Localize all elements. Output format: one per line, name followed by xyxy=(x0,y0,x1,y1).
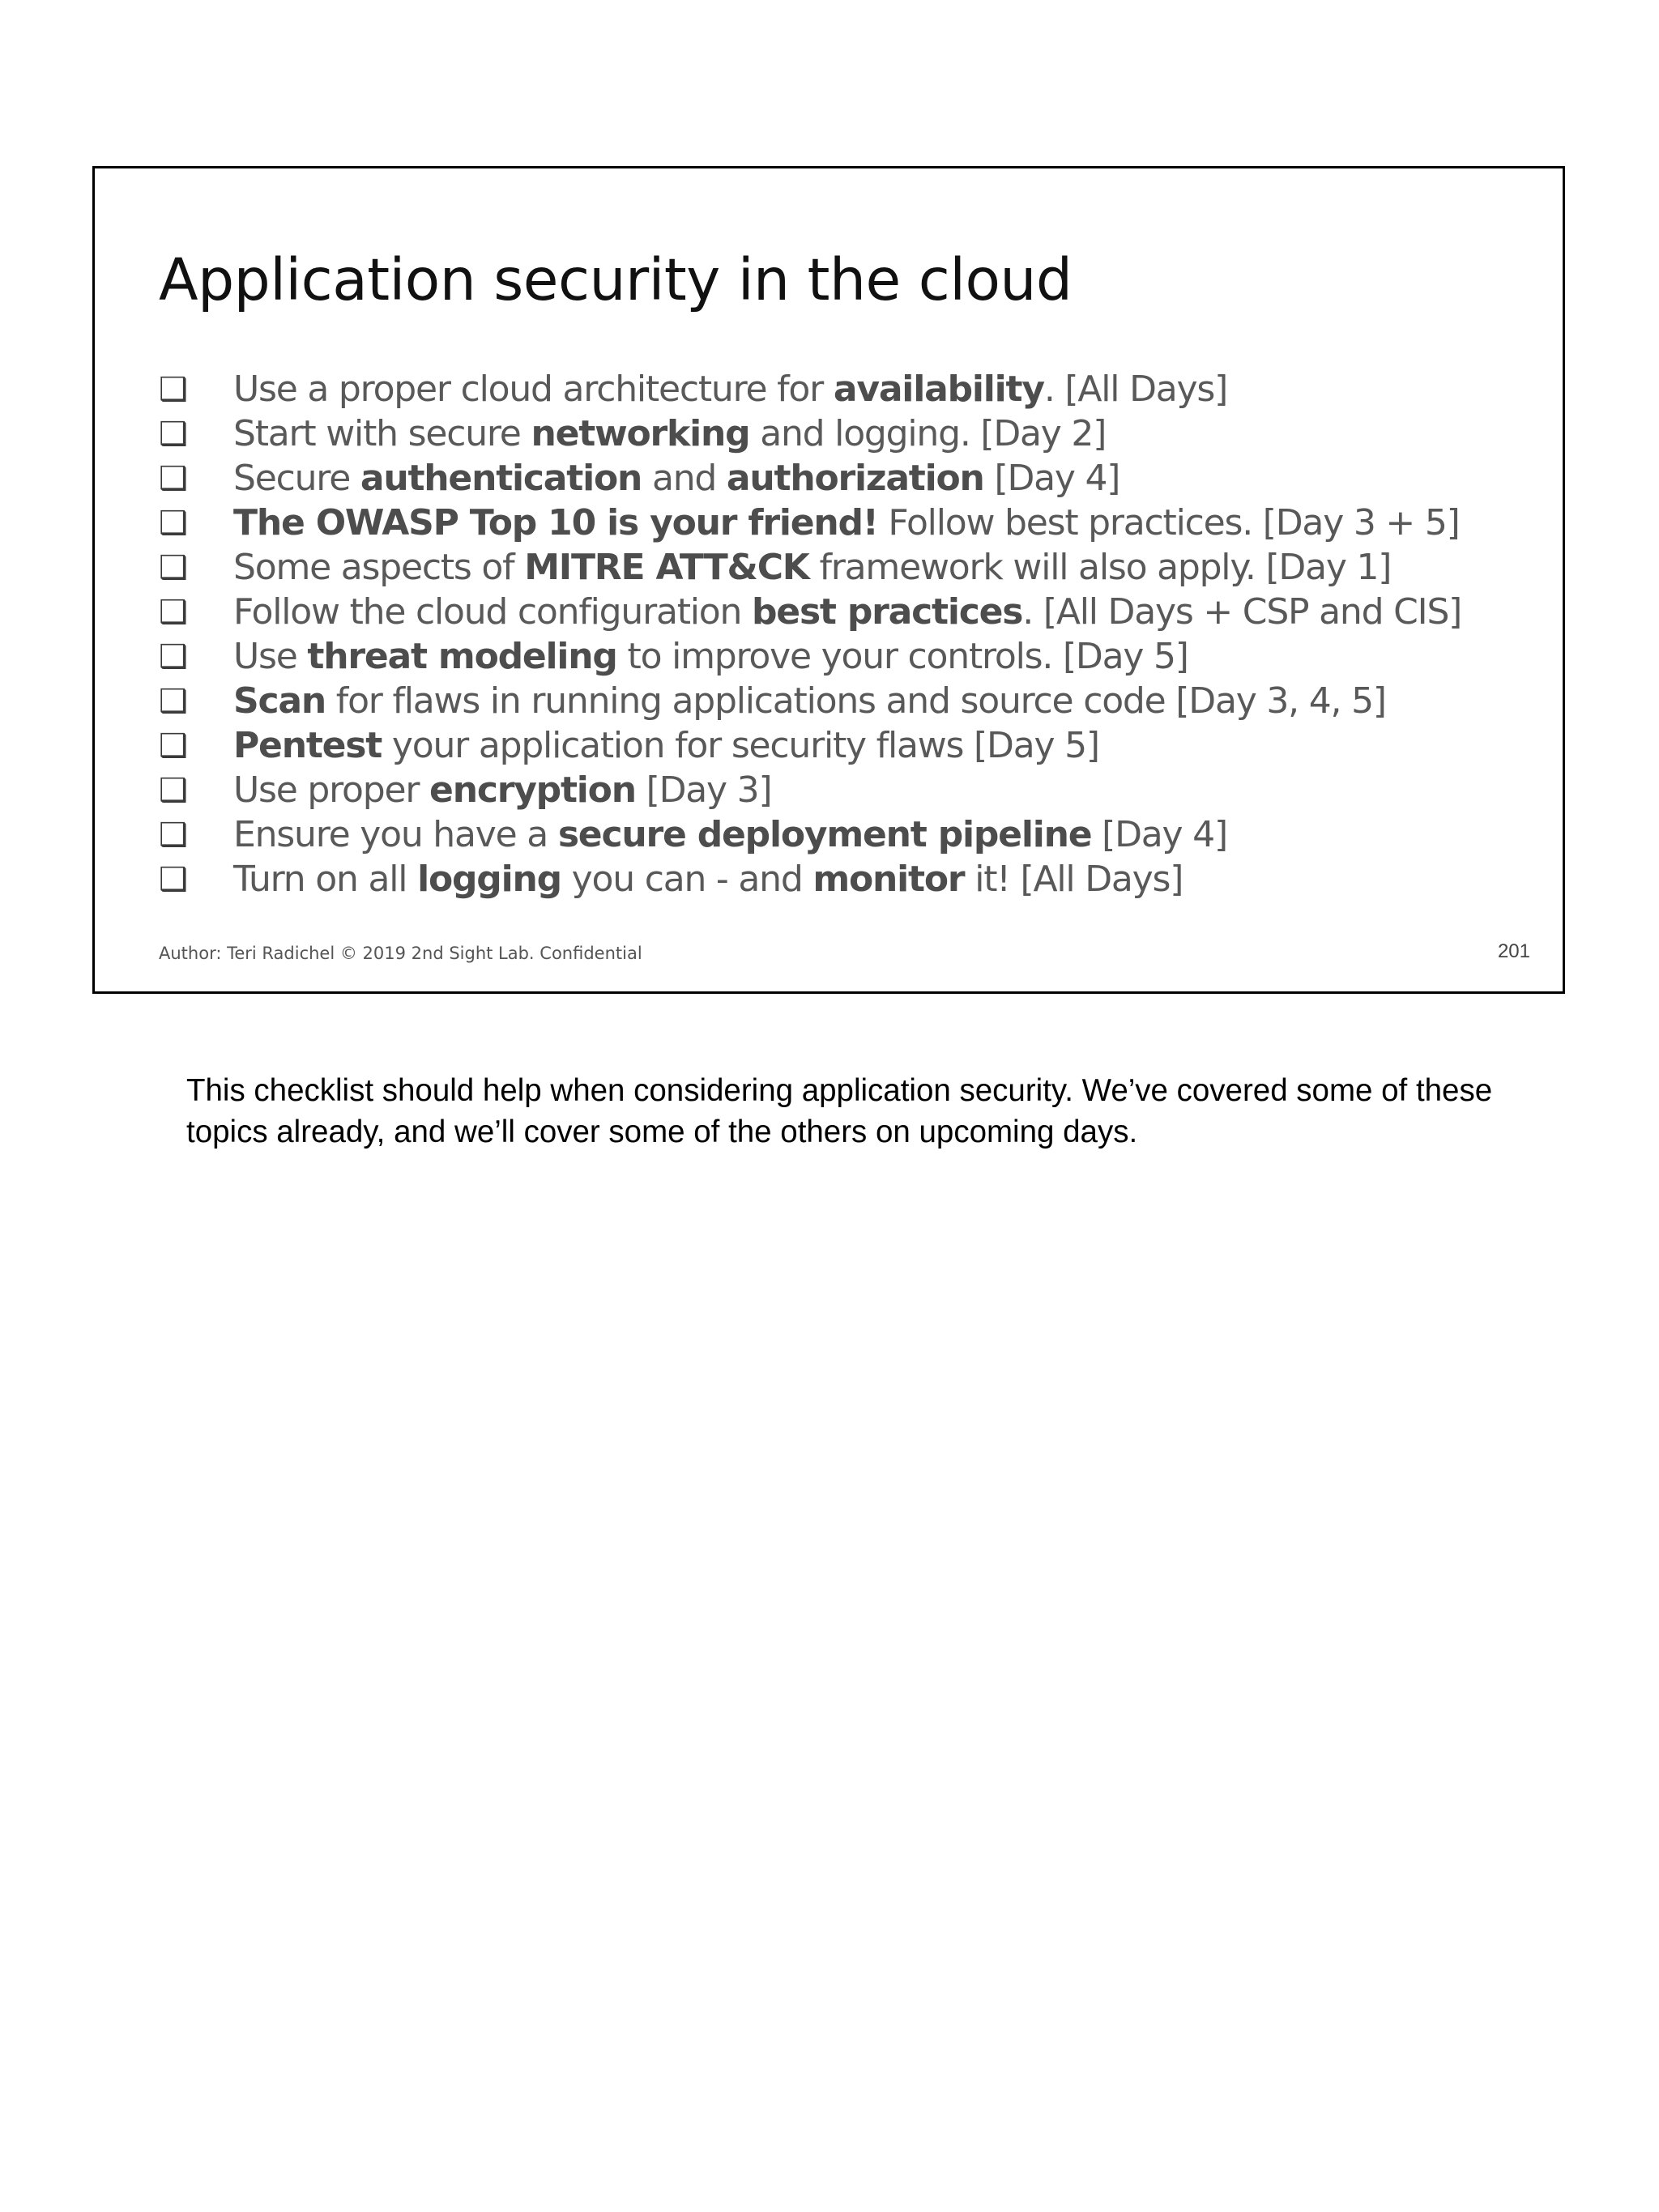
checkbox-icon: ❑ xyxy=(159,459,188,497)
emphasis-text: networking xyxy=(531,413,750,454)
checklist-item-text xyxy=(233,369,1227,410)
item-text-segment: to improve your controls. [Day 5] xyxy=(616,636,1188,677)
item-text-segment: Follow the cloud configuration xyxy=(233,591,752,633)
page-number: 201 xyxy=(1497,940,1530,962)
checkbox-icon: ❑ xyxy=(159,727,188,765)
slide-footer: Author: Teri Radichel © 2019 2nd Sight Lab. Confidential xyxy=(159,944,642,963)
item-text-segment: for flaws in running applications and source code [Day 3, 4, 5] xyxy=(326,680,1386,722)
item-text-segment: Use a proper cloud architecture for xyxy=(233,369,834,410)
emphasis-text: threat modeling xyxy=(307,636,617,677)
item-text-segment: Use proper xyxy=(233,769,430,811)
item-text-segment: Secure xyxy=(233,458,360,499)
checklist-item-text xyxy=(233,769,771,811)
item-text-segment: you can - and xyxy=(561,859,813,900)
checklist-item-text xyxy=(233,458,1120,499)
item-text-segment: [Day 4] xyxy=(1091,814,1227,855)
emphasis-text: Pentest xyxy=(233,725,382,766)
checklist-item-text xyxy=(233,413,1106,454)
item-text-segment: Follow best practices. [Day 3 + 5] xyxy=(877,502,1460,543)
checkbox-icon: ❑ xyxy=(159,860,188,898)
checklist-item xyxy=(159,590,1461,634)
checklist-item xyxy=(159,812,1461,857)
checklist-item-text xyxy=(233,547,1391,588)
checklist-item xyxy=(159,456,1461,501)
checklist-item-text xyxy=(233,591,1461,633)
checklist xyxy=(159,367,1461,901)
emphasis-text: secure deployment pipeline xyxy=(557,814,1092,855)
item-text-segment: Use xyxy=(233,636,308,677)
checklist-item-text xyxy=(233,725,1099,766)
emphasis-text: Scan xyxy=(233,680,326,722)
checkbox-icon: ❑ xyxy=(159,593,188,631)
checklist-item xyxy=(159,411,1461,456)
checkbox-icon: ❑ xyxy=(159,370,188,408)
emphasis-text: monitor xyxy=(812,859,965,900)
emphasis-text: authentication xyxy=(360,458,642,499)
checkbox-icon: ❑ xyxy=(159,682,188,720)
checklist-item xyxy=(159,367,1461,411)
item-text-segment: . [All Days] xyxy=(1043,369,1228,410)
item-text-segment: Start with secure xyxy=(233,413,531,454)
speaker-notes: This checklist should help when considering application security. We’ve covered some of these topics already, and we’ll cover some of the others on upcoming days. xyxy=(186,1073,1493,1149)
checklist-item xyxy=(159,857,1461,901)
checklist-item xyxy=(159,679,1461,723)
item-text-segment: Turn on all xyxy=(233,859,418,900)
emphasis-text: encryption xyxy=(429,769,636,811)
checklist-item-text xyxy=(233,636,1188,677)
emphasis-text: availability xyxy=(833,369,1044,410)
item-text-segment: [Day 4] xyxy=(983,458,1120,499)
checkbox-icon: ❑ xyxy=(159,504,188,542)
checkbox-icon: ❑ xyxy=(159,637,188,676)
emphasis-text: best practices xyxy=(752,591,1023,633)
emphasis-text: logging xyxy=(417,859,561,900)
item-text-segment: Some aspects of xyxy=(233,547,525,588)
checklist-item xyxy=(159,634,1461,679)
slide-title: Application security in the cloud xyxy=(159,246,1073,313)
emphasis-text: authorization xyxy=(726,458,984,499)
checklist-item xyxy=(159,501,1461,545)
item-text-segment: framework will also apply. [Day 1] xyxy=(808,547,1392,588)
item-text-segment: and xyxy=(642,458,727,499)
item-text-segment: it! [All Days] xyxy=(964,859,1183,900)
checkbox-icon: ❑ xyxy=(159,816,188,854)
item-text-segment: . [All Days + CSP and CIS] xyxy=(1022,591,1462,633)
checklist-item xyxy=(159,768,1461,812)
item-text-segment: [Day 3] xyxy=(635,769,772,811)
checkbox-icon: ❑ xyxy=(159,771,188,809)
emphasis-text: The OWASP Top 10 is your friend! xyxy=(233,502,878,543)
checklist-item-text xyxy=(233,502,1460,543)
checklist-item-text xyxy=(233,680,1386,722)
checkbox-icon: ❑ xyxy=(159,415,188,453)
checklist-item xyxy=(159,545,1461,590)
item-text-segment: your application for security flaws [Day 5] xyxy=(382,725,1099,766)
item-text-segment: and logging. [Day 2] xyxy=(749,413,1107,454)
emphasis-text: MITRE ATT&CK xyxy=(524,547,809,588)
slide xyxy=(92,166,1565,994)
checklist-item-text xyxy=(233,859,1183,900)
item-text-segment: Ensure you have a xyxy=(233,814,558,855)
checkbox-icon: ❑ xyxy=(159,548,188,586)
checklist-item xyxy=(159,723,1461,768)
checklist-item-text xyxy=(233,814,1227,855)
